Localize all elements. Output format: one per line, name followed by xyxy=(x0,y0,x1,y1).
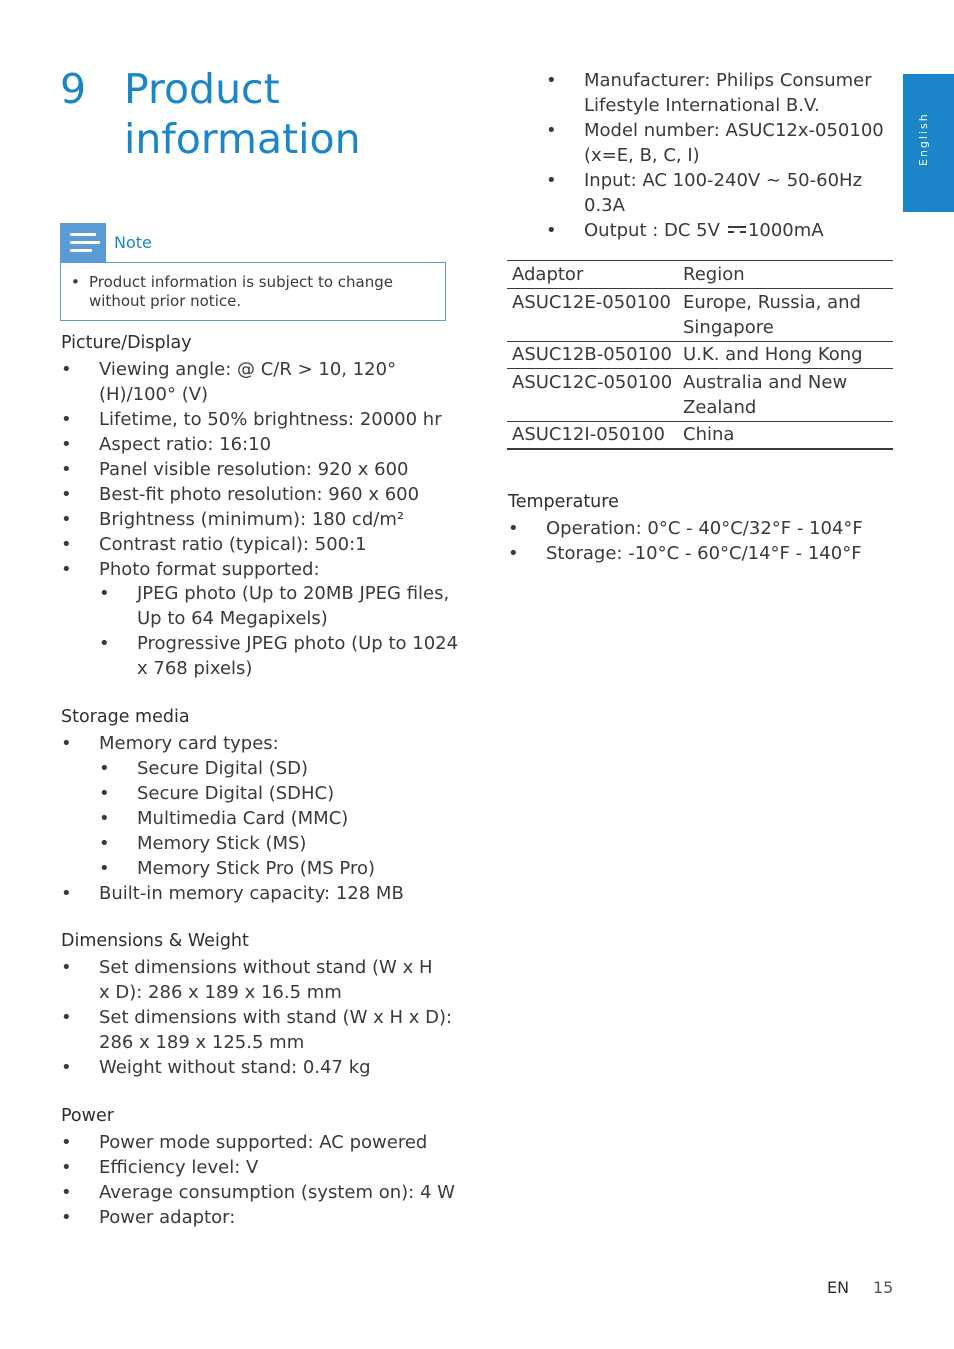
table-header: Adaptor xyxy=(512,264,584,285)
table-cell: ASUC12E-050100 xyxy=(512,292,671,313)
note-label: Note xyxy=(114,233,152,252)
table-cell: ASUC12C-050100 xyxy=(512,372,673,393)
output-current: 1000mA xyxy=(747,220,824,241)
table-cell: ASUC12I-050100 xyxy=(512,424,665,445)
page-number: 15 xyxy=(873,1278,894,1297)
section-heading-dimensions: Dimensions & Weight xyxy=(61,931,249,951)
note-header xyxy=(60,223,446,262)
table-cell: Europe, Russia, and xyxy=(683,292,861,313)
bullet: • xyxy=(71,273,80,291)
language-tab xyxy=(903,74,954,212)
table-cell: U.K. and Hong Kong xyxy=(683,344,863,365)
section-heading-picture: Picture/Display xyxy=(61,333,192,353)
section-heading-temperature: Temperature xyxy=(508,492,619,512)
dc-symbol-icon xyxy=(728,225,746,234)
title-line-2: information xyxy=(124,115,361,163)
section-heading-power: Power xyxy=(61,1106,114,1126)
table-cell: Singapore xyxy=(683,317,774,338)
language-tab-label: English xyxy=(917,112,930,166)
note-text: Product information is subject to change without prior notice. xyxy=(89,273,393,310)
table-cell: Australia and New xyxy=(683,372,848,393)
chapter-number: 9 xyxy=(60,65,87,113)
table-header: Region xyxy=(683,264,745,285)
note-box xyxy=(60,262,446,321)
output-label: Output : DC 5V xyxy=(584,220,720,241)
table-cell: Zealand xyxy=(683,397,757,418)
table-cell: China xyxy=(683,424,735,445)
title-line-1: Product xyxy=(124,65,280,113)
section-heading-storage: Storage media xyxy=(61,707,190,727)
table-cell: ASUC12B-050100 xyxy=(512,344,672,365)
note-icon xyxy=(60,223,106,262)
footer-language: EN xyxy=(827,1278,850,1297)
